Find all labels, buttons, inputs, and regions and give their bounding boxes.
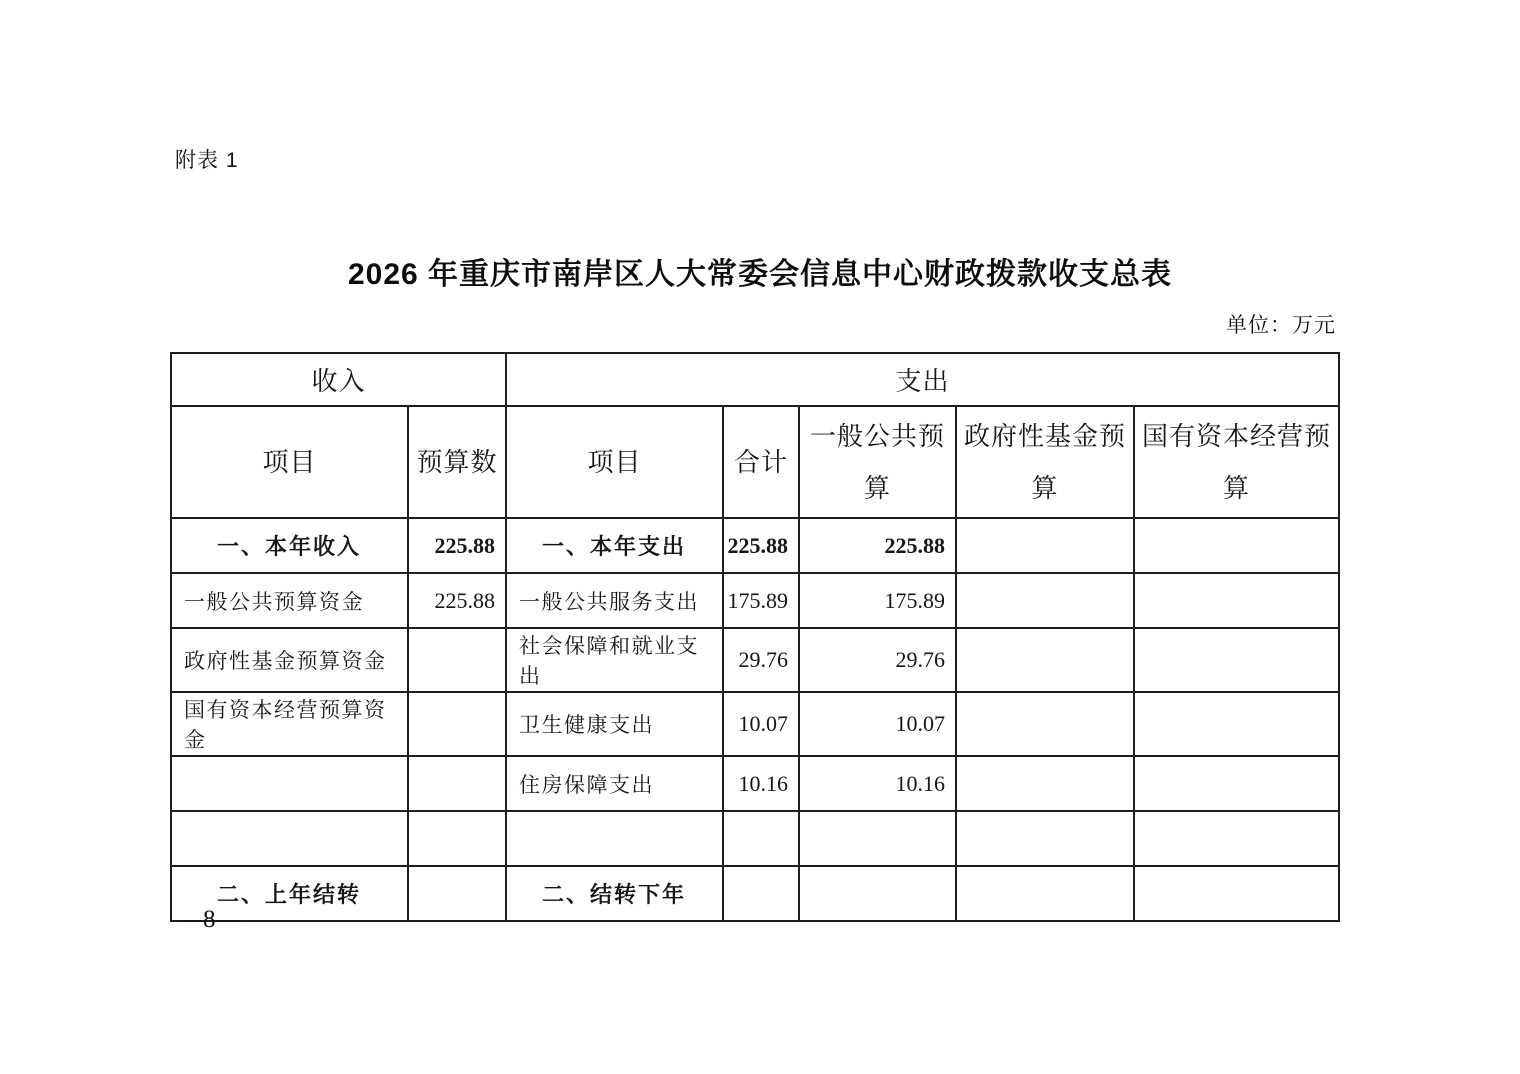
table-row [171, 573, 1339, 628]
cell-expense-item: 卫生健康支出 [506, 692, 723, 756]
cell-total [723, 811, 799, 866]
cell-state-capital [1134, 573, 1339, 628]
page-number: —8— [178, 906, 241, 933]
cell-income-budget: 225.88 [408, 573, 506, 628]
header-general-public-budget: 一般公共预算 [799, 406, 956, 518]
cell-general-public [799, 866, 956, 921]
cell-gov-fund [956, 756, 1134, 811]
cell-general-public: 10.16 [799, 756, 956, 811]
table-row [171, 811, 1339, 866]
table-group-header-row [171, 353, 1339, 406]
cell-total: 10.07 [723, 692, 799, 756]
cell-gov-fund [956, 573, 1134, 628]
cell-expense-item: 一般公共服务支出 [506, 573, 723, 628]
cell-gov-fund [956, 628, 1134, 692]
table-column-header-row [171, 406, 1339, 518]
cell-income-budget: 225.88 [408, 518, 506, 573]
table-row [171, 756, 1339, 811]
header-income-item: 项目 [171, 406, 408, 518]
table-row [171, 866, 1339, 921]
cell-gov-fund [956, 518, 1134, 573]
cell-income-item: 国有资本经营预算资金 [171, 692, 408, 756]
cell-expense-item: 一、本年支出 [506, 518, 723, 573]
cell-general-public: 175.89 [799, 573, 956, 628]
cell-expense-item: 二、结转下年 [506, 866, 723, 921]
document-title: 2026 年重庆市南岸区人大常委会信息中心财政拨款收支总表 [347, 258, 1173, 291]
cell-gov-fund [956, 692, 1134, 756]
cell-state-capital [1134, 692, 1339, 756]
cell-gov-fund [956, 866, 1134, 921]
cell-income-budget [408, 692, 506, 756]
cell-state-capital [1134, 628, 1339, 692]
table-row [171, 628, 1339, 692]
cell-total [723, 866, 799, 921]
cell-expense-item: 住房保障支出 [506, 756, 723, 811]
cell-income-budget [408, 866, 506, 921]
cell-expense-item: 社会保障和就业支出 [506, 628, 723, 692]
unit-label: 单位：万元 [1226, 314, 1336, 337]
cell-state-capital [1134, 866, 1339, 921]
header-income: 收入 [171, 353, 506, 406]
cell-total: 29.76 [723, 628, 799, 692]
cell-income-item: 一般公共预算资金 [171, 573, 408, 628]
header-state-capital-budget: 国有资本经营预算 [1134, 406, 1339, 518]
table-row [171, 692, 1339, 756]
header-gov-fund-budget: 政府性基金预算 [956, 406, 1134, 518]
cell-total: 10.16 [723, 756, 799, 811]
cell-income-budget [408, 811, 506, 866]
cell-income-budget [408, 756, 506, 811]
cell-total: 175.89 [723, 573, 799, 628]
annex-label: 附表 1 [175, 149, 239, 172]
cell-income-item: 政府性基金预算资金 [171, 628, 408, 692]
cell-income-item [171, 756, 408, 811]
cell-general-public: 225.88 [799, 518, 956, 573]
cell-income-item [171, 811, 408, 866]
cell-income-item: 二、上年结转 [171, 866, 408, 921]
cell-state-capital [1134, 518, 1339, 573]
cell-gov-fund [956, 811, 1134, 866]
header-expense-item: 项目 [506, 406, 723, 518]
header-total: 合计 [723, 406, 799, 518]
cell-state-capital [1134, 811, 1339, 866]
header-expense: 支出 [506, 353, 1339, 406]
cell-state-capital [1134, 756, 1339, 811]
cell-expense-item [506, 811, 723, 866]
cell-total: 225.88 [723, 518, 799, 573]
cell-income-item: 一、本年收入 [171, 518, 408, 573]
budget-table [170, 352, 1340, 922]
cell-general-public: 29.76 [799, 628, 956, 692]
cell-general-public: 10.07 [799, 692, 956, 756]
header-income-budget: 预算数 [408, 406, 506, 518]
table-row [171, 518, 1339, 573]
cell-income-budget [408, 628, 506, 692]
cell-general-public [799, 811, 956, 866]
